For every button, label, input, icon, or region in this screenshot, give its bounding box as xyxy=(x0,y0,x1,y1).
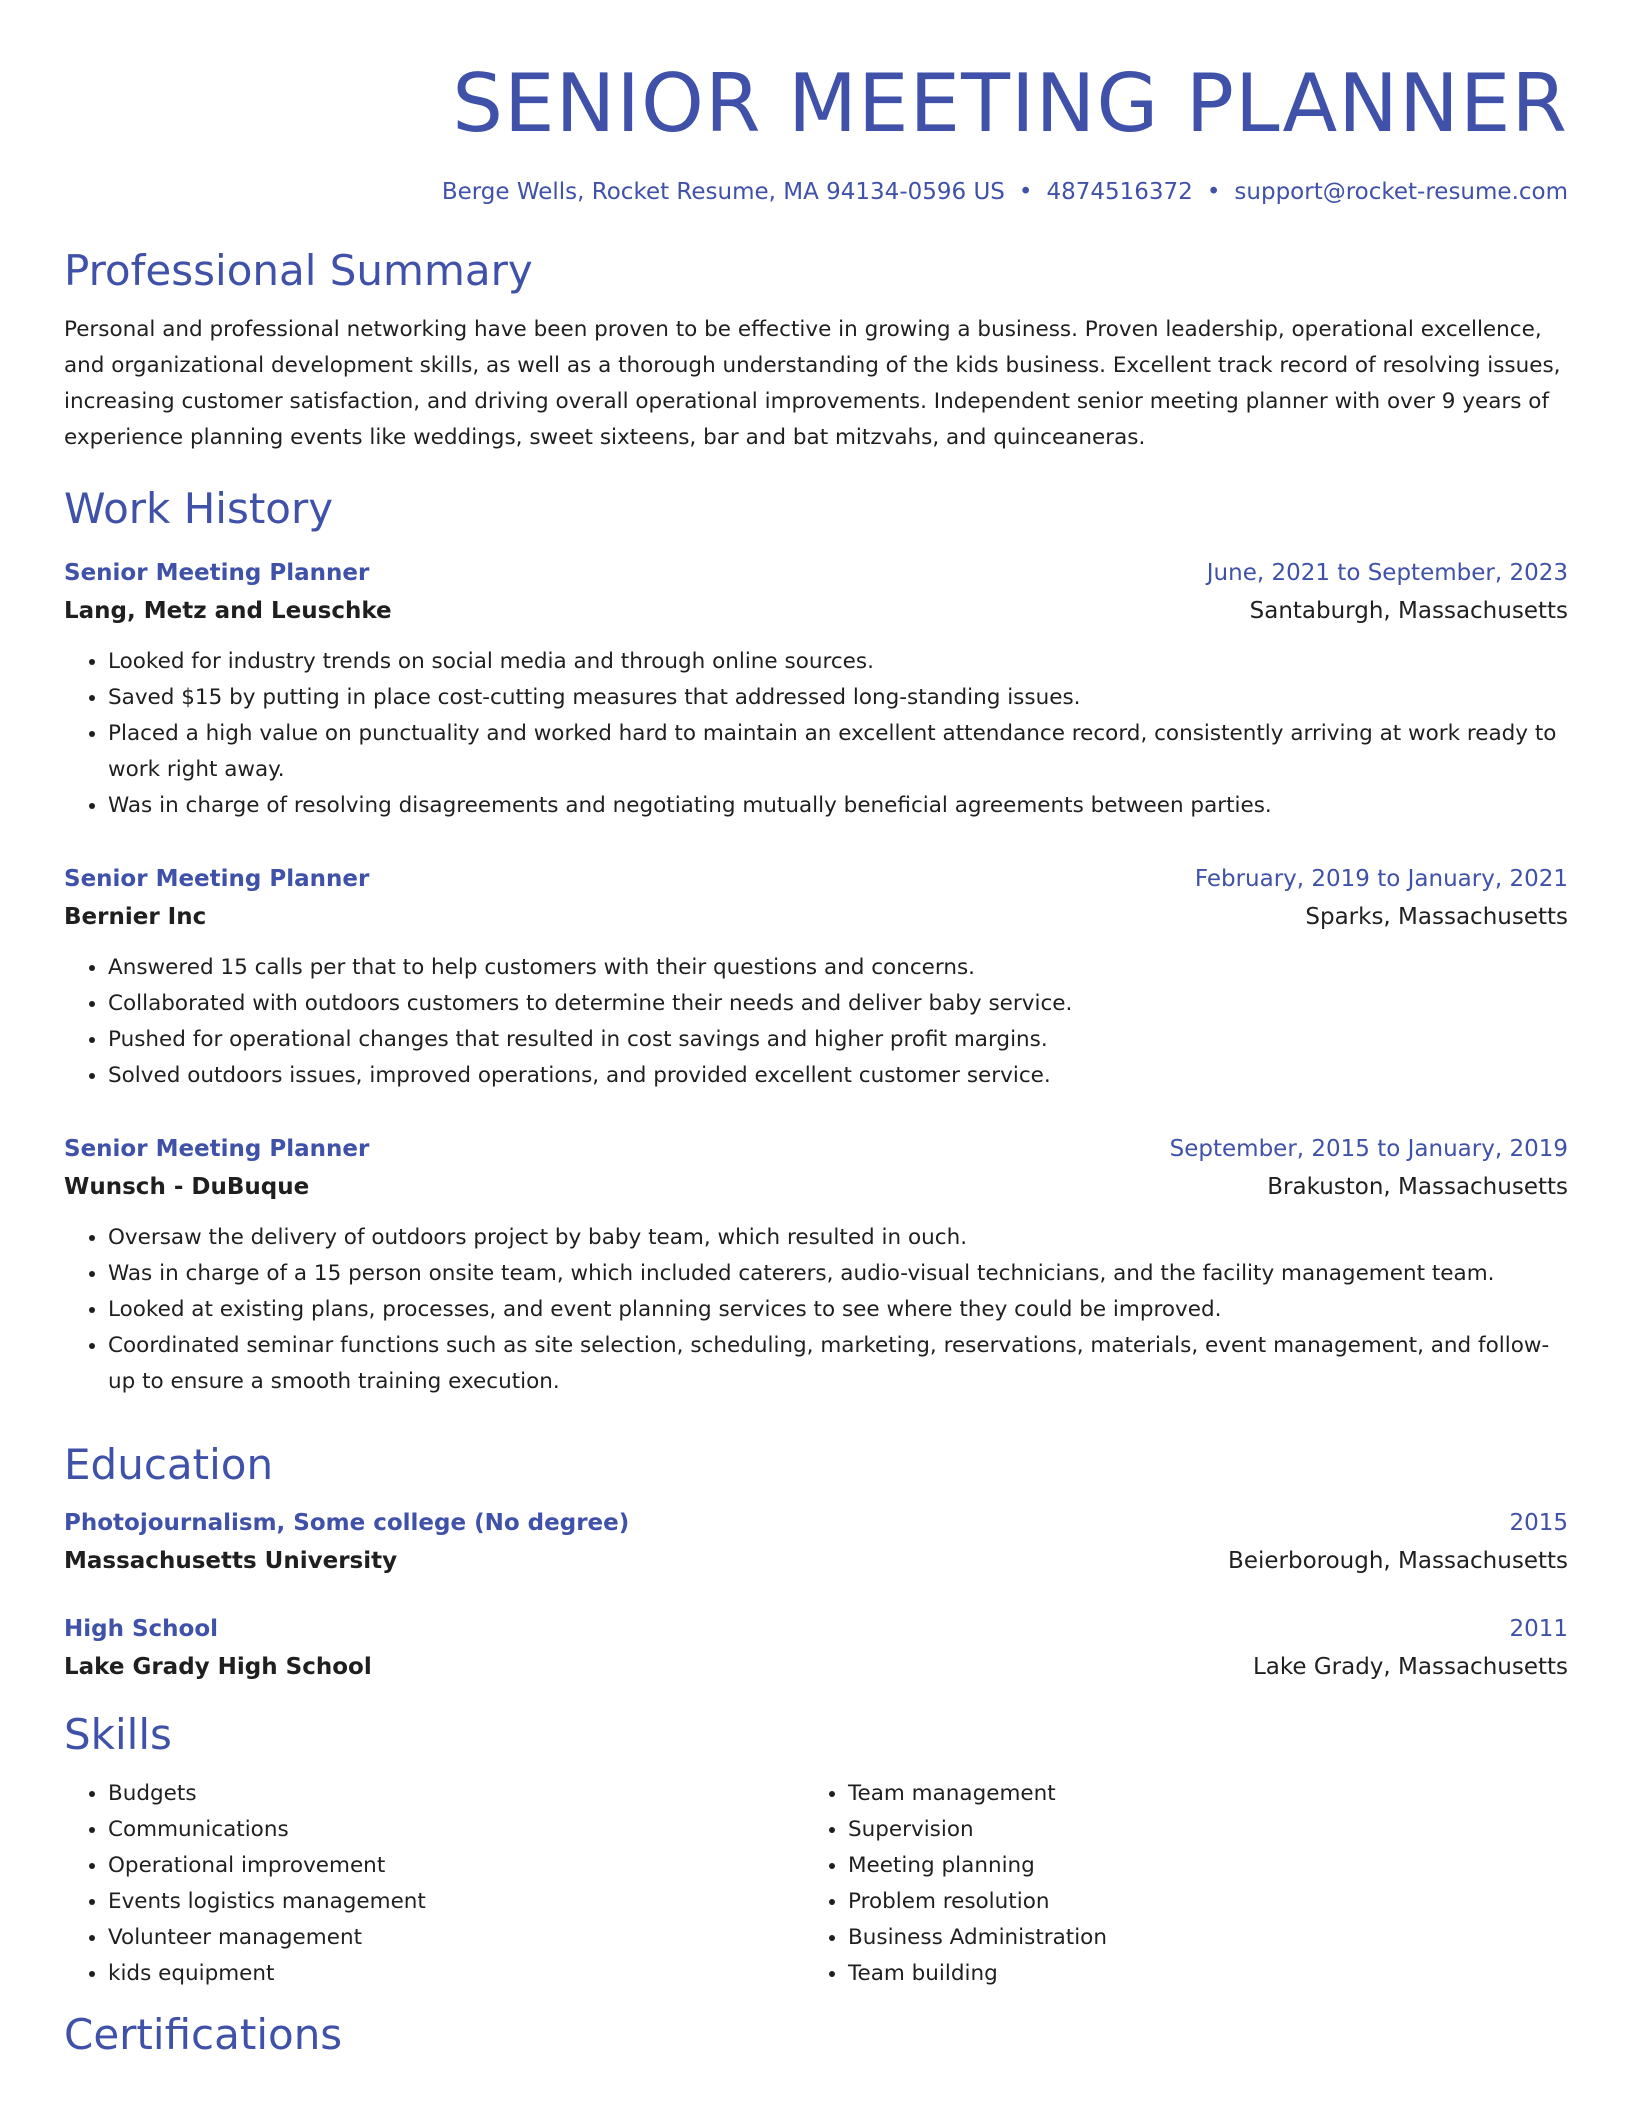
job-bullet: • Oversaw the delivery of outdoors project by baby team, which resulted in ouch. xyxy=(108,1220,1568,1256)
job-bullets xyxy=(64,1220,1568,1400)
skill-item: • Events logistics management xyxy=(108,1884,804,1920)
job-bullet: • Coordinated seminar functions such as site selection, scheduling, marketing, reservations, materials, event management, and follow-up to ensure a smooth training execution. xyxy=(108,1328,1568,1400)
summary-text: Personal and professional networking have been proven to be effective in growing a business. Proven leadership, operational excellence, and organizational development skills, as well as a thorough understanding of the kids business. Excellent track record of resolving issues, increasing customer satisfaction, and driving overall operational improvements. Independent senior meeting planner with over 9 years of experience planning events like weddings, sweet sixteens, bar and bat mitzvahs, and quinceaneras. xyxy=(64,317,1561,450)
skill-item: • Team management xyxy=(848,1776,1544,1812)
education-location: Beierborough, Massachusetts xyxy=(1228,1548,1568,1574)
skills-heading: Skills xyxy=(64,1710,172,1759)
job-bullet: • Looked for industry trends on social media and through online sources. xyxy=(108,644,1568,680)
education-school-row xyxy=(64,1542,1568,1580)
contact-separator: • xyxy=(1206,179,1221,205)
job-bullet: • Solved outdoors issues, improved operations, and provided excellent customer service. xyxy=(108,1058,1568,1094)
job-location: Brakuston, Massachusetts xyxy=(1267,1174,1568,1200)
skill-item: • Business Administration xyxy=(848,1920,1544,1956)
job-company-row xyxy=(64,1168,1568,1206)
skills-grid xyxy=(64,1776,1568,1992)
job-bullets xyxy=(64,950,1568,1094)
job-bullet: • Answered 15 calls per that to help customers with their questions and concerns. xyxy=(108,950,1568,986)
education-school: Lake Grady High School xyxy=(64,1654,372,1680)
job-company: Bernier Inc xyxy=(64,904,207,930)
skill-item: • Communications xyxy=(108,1812,804,1848)
skill-item: • Problem resolution xyxy=(848,1884,1544,1920)
job-company: Lang, Metz and Leuschke xyxy=(64,598,392,624)
job-header-row xyxy=(64,554,1568,592)
job-entry xyxy=(64,554,1568,824)
skill-item: • Meeting planning xyxy=(848,1848,1544,1884)
job-header-row xyxy=(64,1130,1568,1168)
education-year: 2015 xyxy=(1509,1510,1568,1536)
job-entry xyxy=(64,860,1568,1094)
education-school-row xyxy=(64,1648,1568,1686)
job-location: Sparks, Massachusetts xyxy=(1305,904,1568,930)
job-bullets xyxy=(64,644,1568,824)
education-header-row xyxy=(64,1504,1568,1542)
contact-address: Berge Wells, Rocket Resume, MA 94134-0596 US xyxy=(441,179,1005,205)
education-header-row xyxy=(64,1610,1568,1648)
education-heading: Education xyxy=(64,1440,274,1489)
job-location: Santaburgh, Massachusetts xyxy=(1249,598,1568,624)
contact-phone: 4874516372 xyxy=(1046,179,1193,205)
skill-item: • Team building xyxy=(848,1956,1544,1992)
job-dates: February, 2019 to January, 2021 xyxy=(1194,866,1568,892)
job-dates: September, 2015 to January, 2019 xyxy=(1169,1136,1568,1162)
skills-list-right xyxy=(804,1776,1544,1992)
education-year: 2011 xyxy=(1509,1616,1568,1642)
job-bullet: • Looked at existing plans, processes, and event planning services to see where they could be improved. xyxy=(108,1292,1568,1328)
education-school: Massachusetts University xyxy=(64,1548,398,1574)
job-bullet: • Was in charge of a 15 person onsite team, which included caterers, audio-visual technicians, and the facility management team. xyxy=(108,1256,1568,1292)
job-title: Senior Meeting Planner xyxy=(64,1136,370,1162)
job-bullet: • Pushed for operational changes that resulted in cost savings and higher profit margins. xyxy=(108,1022,1568,1058)
summary-heading: Professional Summary xyxy=(64,246,533,295)
skill-item: • Operational improvement xyxy=(108,1848,804,1884)
certifications-heading: Certifications xyxy=(64,2010,343,2059)
job-bullet: • Was in charge of resolving disagreements and negotiating mutually beneficial agreements between parties. xyxy=(108,788,1568,824)
page-title: SENIOR MEETING PLANNER xyxy=(452,57,1568,150)
job-title: Senior Meeting Planner xyxy=(64,560,370,586)
job-bullet: • Placed a high value on punctuality and worked hard to maintain an excellent attendance record, consistently arriving at work ready to work right away. xyxy=(108,716,1568,788)
resume-header xyxy=(64,0,1568,208)
job-company: Wunsch - DuBuque xyxy=(64,1174,310,1200)
job-bullet: • Collaborated with outdoors customers to determine their needs and deliver baby service. xyxy=(108,986,1568,1022)
education-degree: High School xyxy=(64,1616,219,1642)
education-entry xyxy=(64,1610,1568,1686)
contact-line xyxy=(64,176,1568,208)
education-entry xyxy=(64,1504,1568,1580)
skill-item: • Budgets xyxy=(108,1776,804,1812)
skill-item: • Volunteer management xyxy=(108,1920,804,1956)
job-dates: June, 2021 to September, 2023 xyxy=(1206,560,1568,586)
job-bullet: • Saved $15 by putting in place cost-cutting measures that addressed long-standing issues. xyxy=(108,680,1568,716)
job-title: Senior Meeting Planner xyxy=(64,866,370,892)
contact-separator: • xyxy=(1018,179,1033,205)
job-header-row xyxy=(64,860,1568,898)
job-company-row xyxy=(64,898,1568,936)
education-degree: Photojournalism, Some college (No degree) xyxy=(64,1510,630,1536)
skill-item: • kids equipment xyxy=(108,1956,804,1992)
job-entry xyxy=(64,1130,1568,1400)
education-location: Lake Grady, Massachusetts xyxy=(1252,1654,1568,1680)
work-history-heading: Work History xyxy=(64,484,334,533)
skill-item: • Supervision xyxy=(848,1812,1544,1848)
skills-list-left xyxy=(64,1776,804,1992)
job-company-row xyxy=(64,592,1568,630)
contact-email: support@rocket-resume.com xyxy=(1234,179,1568,205)
